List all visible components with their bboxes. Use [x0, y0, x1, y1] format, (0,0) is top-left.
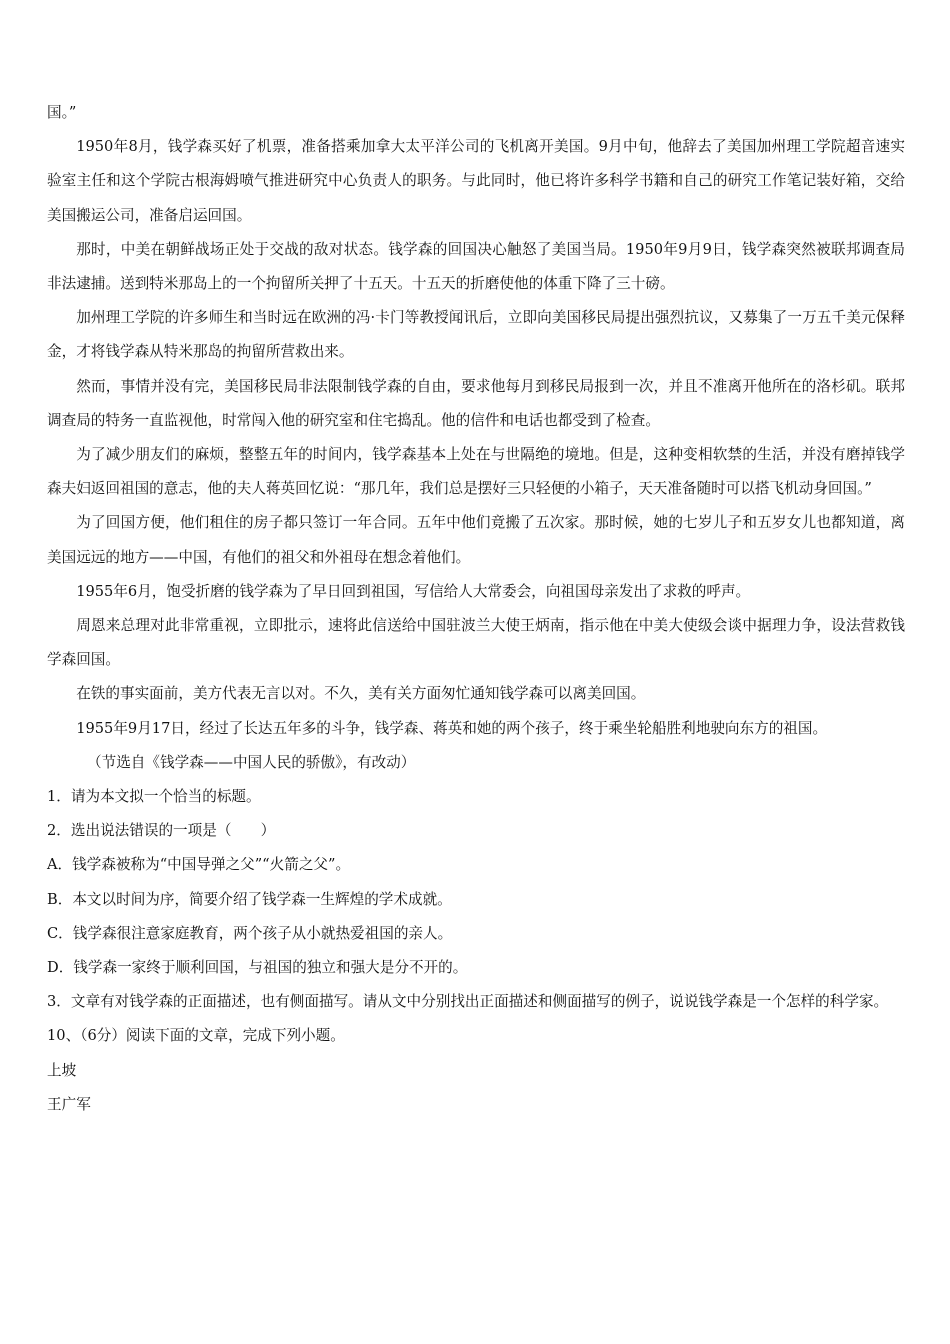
passage-paragraph: 1950年8月，钱学森买好了机票，准备搭乘加拿大太平洋公司的飞机离开美国。9月中旬，他辞去了美国加州理工学院超音速实验室主任和这个学院古根海姆喷气推进研究中心负责人的职务。与此同时，他已将许多科学书籍和自己的研究工作笔记装好箱，交给美国搬运公司，准备启运回国。 — [47, 138, 905, 224]
question-3: 3．文章有对钱学森的正面描述，也有侧面描写。请从文中分别找出正面描述和侧面描写的例子，说说钱学森是一个怎样的科学家。 — [47, 993, 889, 1011]
article-title: 上坡 — [47, 1061, 77, 1079]
question-2-option-a: A．钱学森被称为“中国导弹之父”“火箭之父”。 — [47, 856, 351, 874]
passage-paragraph: 为了回国方便，他们租住的房子都只签订一年合同。五年中他们竟搬了五次家。那时候，她的七岁儿子和五岁女儿也都知道，离美国远远的地方——中国，有他们的祖父和外祖母在想念着他们。 — [47, 514, 905, 566]
section-heading: 10、（6分）阅读下面的文章，完成下列小题。 — [47, 1027, 345, 1045]
question-2-option-c: C．钱学森很注意家庭教育，两个孩子从小就热爱祖国的亲人。 — [47, 924, 453, 942]
question-1: 1．请为本文拟一个恰当的标题。 — [47, 788, 261, 806]
passage-paragraph: 那时，中美在朝鲜战场正处于交战的敌对状态。钱学森的回国决心触怒了美国当局。1950年9月9日，钱学森突然被联邦调查局非法逮捕。送到特米那岛上的一个拘留所关押了十五天。十五天的折磨使他的体重下降了三十磅。 — [47, 240, 905, 293]
passage-paragraph: 1955年6月，饱受折磨的钱学森为了早日回到祖国，写信给人大常委会，向祖国母亲发出了求救的呼声。 — [76, 582, 751, 600]
question-2: 2．选出说法错误的一项是（ ） — [47, 822, 276, 840]
passage-paragraph: 为了减少朋友们的麻烦，整整五年的时间内，钱学森基本上处在与世隔绝的境地。但是，这种变相软禁的生活，并没有磨掉钱学森夫妇返回祖国的意志，他的夫人蒋英回忆说：“那几年，我们总是摆好三只轻便的小箱子，天天准备随时可以搭飞机动身回国。” — [47, 446, 905, 498]
passage-paragraph: 加州理工学院的许多师生和当时远在欧洲的冯·卡门等教授闻讯后，立即向美国移民局提出强烈抗议，又募集了一万五千美元保释金，才将钱学森从特米那岛的拘留所营救出来。 — [47, 309, 905, 361]
passage-paragraph: 周恩来总理对此非常重视，立即批示，速将此信送给中国驻波兰大使王炳南，指示他在中美大使级会谈中据理力争，设法营救钱学森回国。 — [47, 617, 905, 669]
passage-source: （节选自《钱学森——中国人民的骄傲》，有改动） — [87, 753, 416, 771]
question-2-option-b: B．本文以时间为序，简要介绍了钱学森一生辉煌的学术成就。 — [47, 890, 452, 908]
passage-paragraph: 然而，事情并没有完，美国移民局非法限制钱学森的自由，要求他每月到移民局报到一次，并且不准离开他所在的洛杉矶。联邦调查局的特务一直监视他，时常闯入他的研究室和住宅捣乱。他的信件和电话也都受到了检查。 — [47, 377, 905, 429]
passage-paragraph: 国。” — [47, 104, 77, 121]
passage-paragraph: 1955年9月17日，经过了长达五年多的斗争，钱学森、蒋英和她的两个孩子，终于乘坐轮船胜利地驶向东方的祖国。 — [76, 719, 828, 737]
article-author: 王广军 — [47, 1095, 91, 1113]
document-body — [47, 96, 905, 1122]
passage-paragraph: 在铁的事实面前，美方代表无言以对。不久，美有关方面匆忙通知钱学森可以离美回国。 — [76, 685, 646, 703]
question-2-option-d: D．钱学森一家终于顺利回国，与祖国的独立和强大是分不开的。 — [47, 959, 468, 977]
